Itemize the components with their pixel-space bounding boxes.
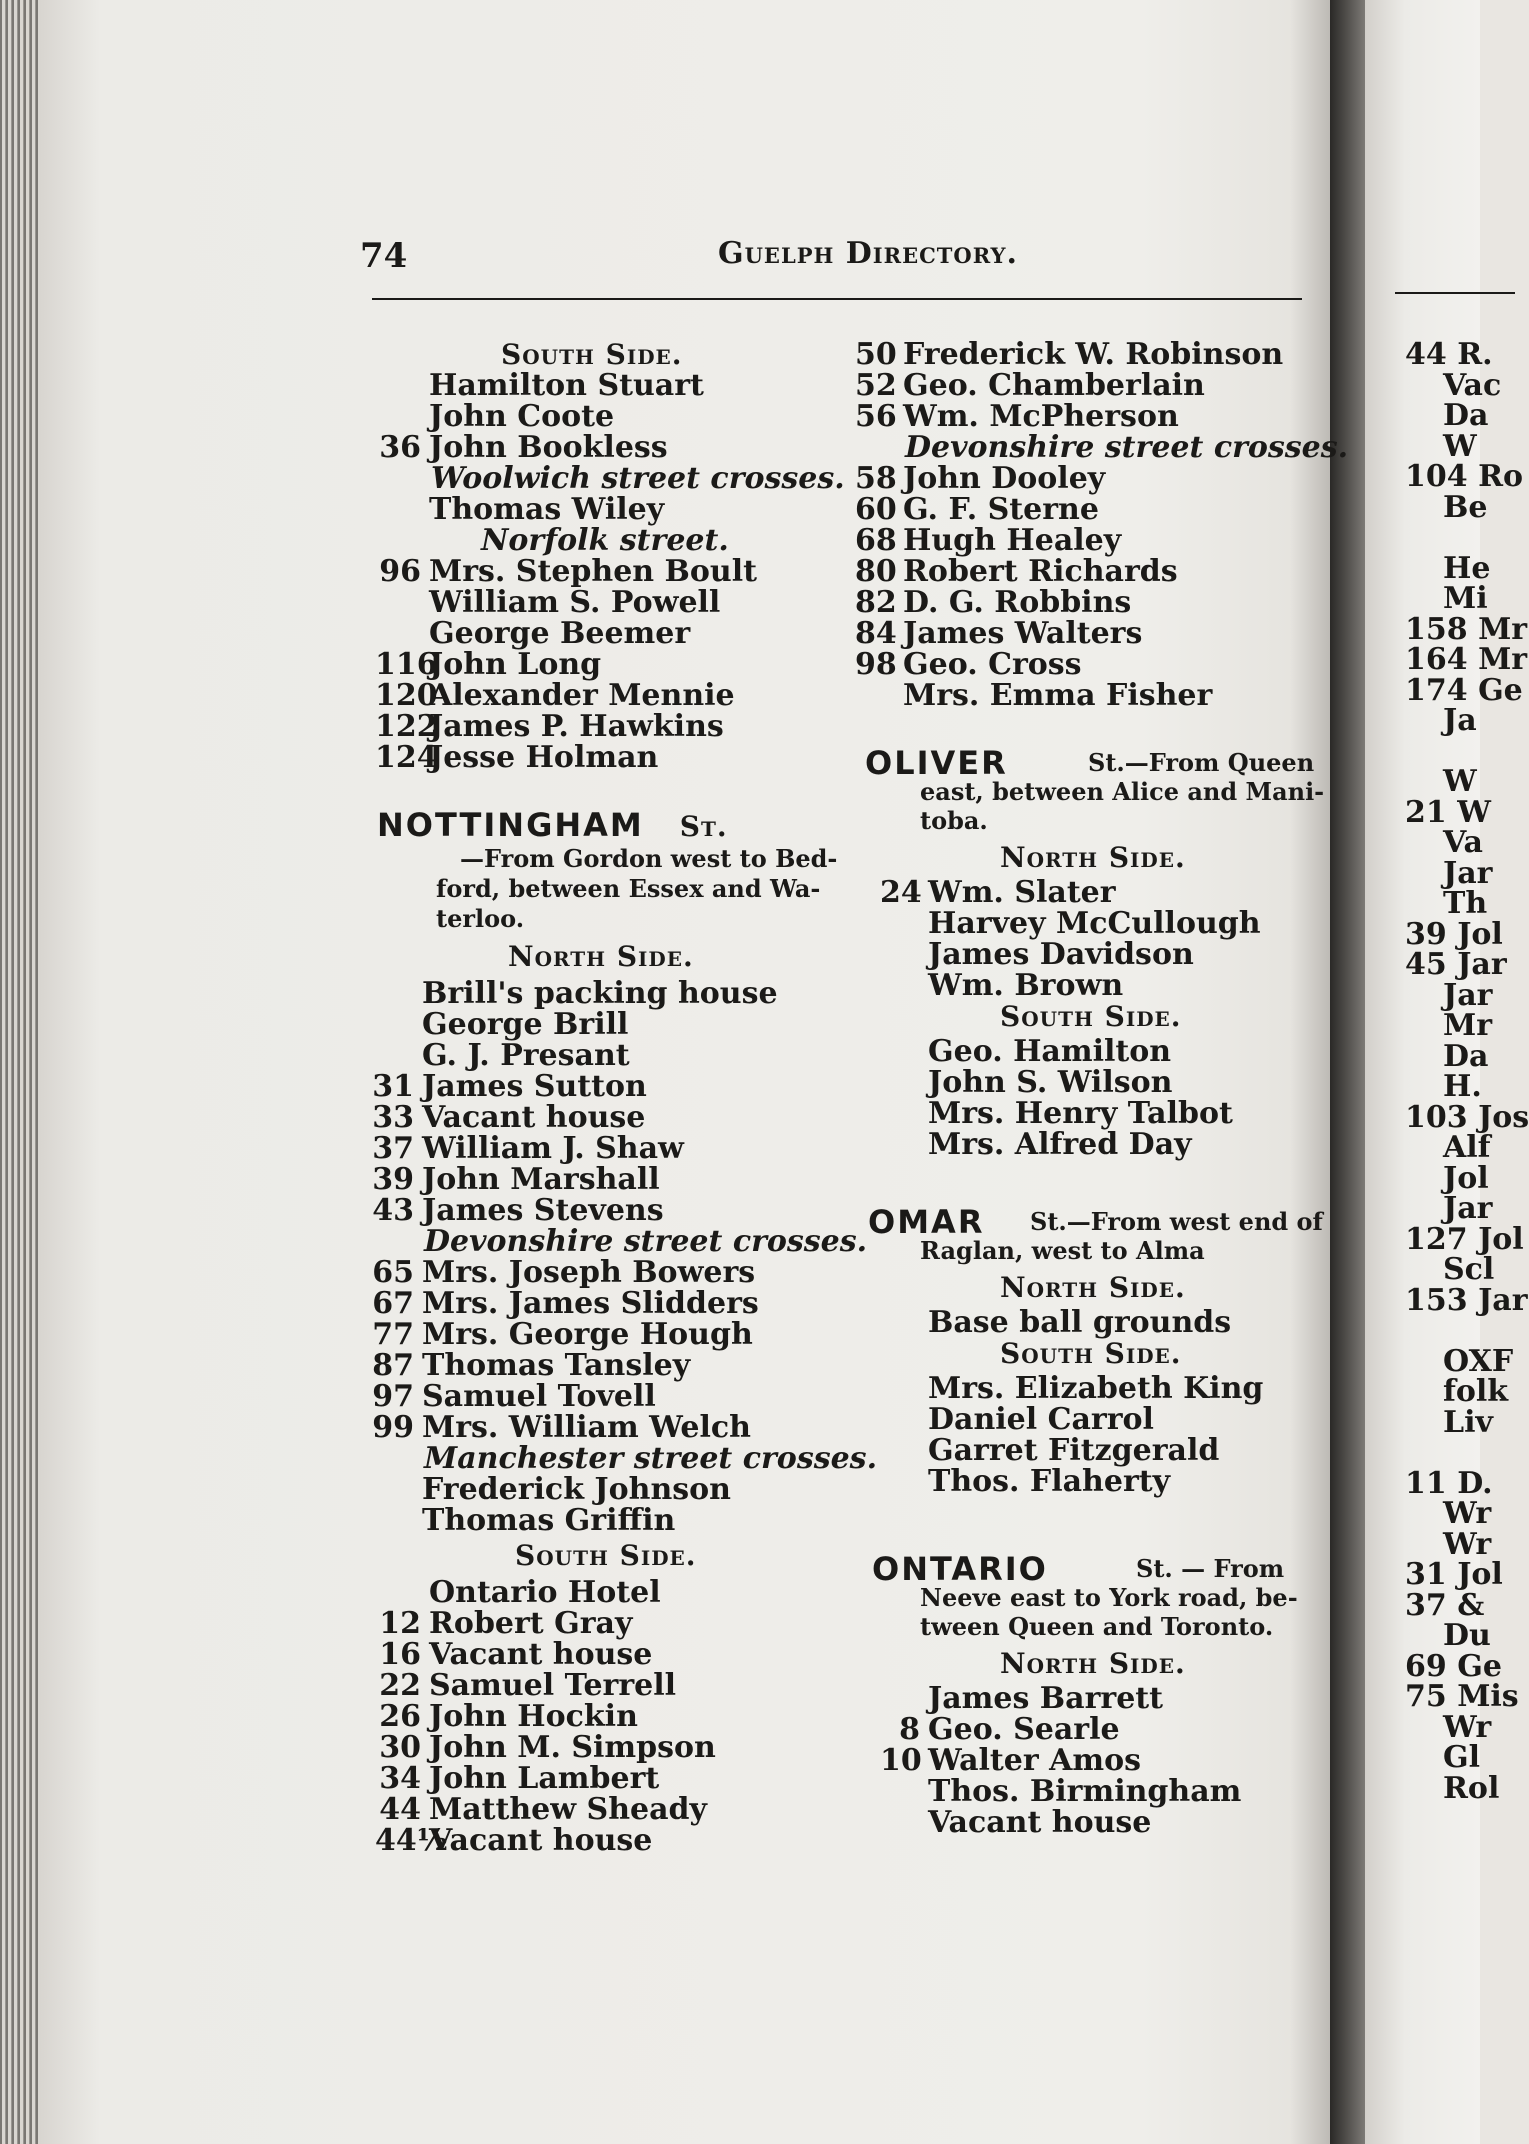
- fragment-text: Rol: [1443, 1770, 1500, 1806]
- list-item: [375, 369, 704, 403]
- resident-name: Mrs. James Slidders: [422, 1286, 759, 1321]
- fragment-text: 75 Mis: [1405, 1679, 1519, 1714]
- fragment-text: 69 Ge: [1405, 1648, 1502, 1684]
- header-rule: [372, 298, 1302, 300]
- house-number: 99: [372, 1410, 414, 1445]
- house-number: 60: [855, 492, 897, 527]
- list-item: [880, 1682, 1163, 1716]
- list-item: [375, 493, 664, 527]
- fragment-text: W: [1443, 428, 1477, 464]
- resident-name: Thomas Tansley: [422, 1348, 691, 1383]
- resident-name: Base ball grounds: [928, 1305, 1232, 1340]
- list-item: [880, 1434, 1219, 1468]
- resident-name: Alexander Mennie: [429, 678, 735, 713]
- resident-name: John Bookless: [429, 430, 668, 465]
- fragment-text: Mi: [1443, 581, 1488, 616]
- resident-name: George Beemer: [429, 616, 691, 651]
- house-number: 33: [372, 1100, 414, 1135]
- fragment-text: 153 Jar: [1405, 1282, 1528, 1318]
- street-description: tween Queen and Toronto.: [920, 1612, 1274, 1641]
- list-item: [481, 524, 729, 558]
- resident-name: Matthew Sheady: [429, 1792, 707, 1827]
- cross-street-note: Devonshire street crosses.: [424, 1224, 868, 1259]
- fragment-text: 37 &: [1405, 1587, 1485, 1623]
- fragment-text: 104 Ro: [1405, 459, 1524, 494]
- resident-name: John S. Wilson: [928, 1065, 1173, 1100]
- resident-name: Wm. McPherson: [903, 399, 1179, 434]
- house-number: 22: [379, 1668, 421, 1703]
- house-number: 31: [372, 1069, 414, 1104]
- resident-name: Robert Gray: [429, 1606, 633, 1641]
- running-head: Guelph Directory.: [718, 236, 1018, 271]
- list-item: [375, 1607, 632, 1641]
- list-item: [855, 679, 1212, 713]
- resident-name: Geo. Chamberlain: [903, 368, 1205, 403]
- fragment-text: Vac: [1443, 367, 1502, 403]
- resident-name: William J. Shaw: [422, 1131, 684, 1166]
- resident-name: George Brill: [422, 1007, 629, 1042]
- resident-name: G. J. Presant: [422, 1038, 630, 1073]
- fragment-text: folk: [1443, 1374, 1509, 1409]
- fragment-text: 174 Ge: [1405, 672, 1523, 708]
- list-item: [375, 1824, 652, 1858]
- street-description: St. — From: [1136, 1554, 1285, 1583]
- list-item: [880, 1097, 1233, 1131]
- list-item: [370, 1318, 753, 1352]
- list-item: [855, 648, 1082, 682]
- book-edge: [0, 0, 40, 2144]
- list-item: [375, 1762, 659, 1796]
- resident-name: D. G. Robbins: [903, 585, 1132, 620]
- resident-name: Mrs. Alfred Day: [928, 1127, 1192, 1162]
- resident-name: Vacant house: [429, 1823, 653, 1858]
- resident-name: Geo. Searle: [928, 1712, 1120, 1747]
- cross-street-note: Devonshire street crosses.: [905, 430, 1349, 465]
- resident-name: Thos. Birmingham: [928, 1774, 1242, 1809]
- fragment-text: OXF: [1443, 1343, 1514, 1379]
- resident-name: Thomas Wiley: [429, 492, 665, 527]
- resident-name: Mrs. George Hough: [422, 1317, 753, 1352]
- resident-name: Samuel Tovell: [422, 1379, 656, 1414]
- fragment-text: 31 Jol: [1405, 1557, 1503, 1592]
- fragment-text: Alf: [1443, 1130, 1491, 1165]
- list-item: [370, 1008, 628, 1042]
- list-item: [880, 1775, 1241, 1809]
- resident-name: Wm. Brown: [928, 968, 1124, 1003]
- fragment-text: He: [1443, 550, 1491, 586]
- resident-name: Mrs. Stephen Boult: [429, 554, 757, 589]
- list-item: [501, 338, 683, 372]
- side-heading-row: [1000, 1271, 1186, 1305]
- street-description: ford, between Essex and Wa-: [436, 874, 821, 903]
- list-item: [880, 1713, 1120, 1747]
- resident-name: Frederick Johnson: [422, 1472, 731, 1507]
- cross-street-note: Norfolk street.: [481, 523, 729, 558]
- resident-name: John Dooley: [903, 461, 1106, 496]
- fragment-text: 127 Jol: [1405, 1221, 1524, 1257]
- house-number: 50: [855, 337, 897, 372]
- resident-name: John Hockin: [429, 1699, 638, 1734]
- house-number: 26: [379, 1699, 421, 1734]
- fragment-text: Jol: [1443, 1160, 1489, 1196]
- fragment-text: Wr: [1443, 1709, 1492, 1745]
- house-number: 12: [379, 1606, 421, 1641]
- list-item: [370, 1411, 751, 1445]
- fragment-text: Th: [1443, 886, 1488, 921]
- next-page-rule: [1395, 292, 1515, 294]
- fragment-text: Scl: [1443, 1252, 1495, 1287]
- resident-name: Mrs. William Welch: [422, 1410, 751, 1445]
- resident-name: James P. Hawkins: [429, 709, 724, 744]
- list-item: [375, 741, 658, 775]
- resident-name: Robert Richards: [903, 554, 1178, 589]
- resident-name: James Barrett: [928, 1681, 1164, 1716]
- list-item: [880, 969, 1123, 1003]
- street-description: east, between Alice and Mani-: [920, 777, 1325, 806]
- fragment-text: Be: [1443, 489, 1488, 525]
- list-item: [370, 1256, 755, 1290]
- side-heading: South Side.: [1000, 1000, 1182, 1033]
- list-item: [880, 1128, 1192, 1162]
- resident-name: Jesse Holman: [429, 740, 659, 775]
- house-number: 56: [855, 399, 897, 434]
- list-item: [880, 907, 1261, 941]
- resident-name: Hugh Healey: [903, 523, 1122, 558]
- list-item: [880, 938, 1194, 972]
- fragment-text: 164 Mr: [1405, 642, 1528, 677]
- resident-name: Brill's packing house: [422, 976, 778, 1011]
- list-item: [375, 710, 724, 744]
- resident-name: Thos. Flaherty: [928, 1464, 1171, 1499]
- house-number: 122: [375, 709, 438, 744]
- fragment-text: 158 Mr: [1405, 611, 1528, 647]
- list-item: [855, 586, 1131, 620]
- resident-name: Samuel Terrell: [429, 1668, 677, 1703]
- resident-name: James Stevens: [422, 1193, 664, 1228]
- side-heading: North Side.: [1000, 1647, 1186, 1680]
- side-heading: South Side.: [515, 1539, 697, 1572]
- list-item: [370, 1380, 656, 1414]
- list-item: [855, 369, 1205, 403]
- side-heading: North Side.: [1000, 841, 1186, 874]
- house-number: 97: [372, 1379, 414, 1414]
- list-item: [424, 1225, 867, 1259]
- resident-name: William S. Powell: [429, 585, 721, 620]
- resident-name: Vacant house: [928, 1805, 1152, 1840]
- street-description: terloo.: [436, 904, 525, 933]
- list-item: [370, 1039, 630, 1073]
- side-heading: South Side.: [501, 338, 683, 371]
- list-item: [375, 1576, 661, 1610]
- list-item: [855, 524, 1121, 558]
- resident-name: Mrs. Emma Fisher: [903, 678, 1213, 713]
- street-heading: [377, 808, 728, 844]
- street-name: NOTTINGHAM: [377, 806, 644, 844]
- resident-name: Geo. Cross: [903, 647, 1082, 682]
- fragment-text: Wr: [1443, 1496, 1492, 1531]
- list-item: [375, 400, 614, 434]
- fragment-text: Da: [1443, 1038, 1489, 1074]
- side-heading: North Side.: [508, 940, 694, 973]
- list-item: [880, 876, 1116, 910]
- side-heading-row: [1000, 1337, 1182, 1371]
- page-gutter: [1330, 0, 1365, 2144]
- fragment-text: H.: [1443, 1069, 1482, 1104]
- resident-name: John Marshall: [422, 1162, 660, 1197]
- street-description: Raglan, west to Alma: [920, 1236, 1205, 1265]
- list-item: [370, 1070, 647, 1104]
- house-number: 98: [855, 647, 897, 682]
- house-number: 39: [372, 1162, 414, 1197]
- house-number: 65: [372, 1255, 414, 1290]
- next-page-edge: [1365, 0, 1529, 2144]
- list-item: [375, 1638, 652, 1672]
- house-number: 124: [375, 740, 438, 775]
- fragment-text: Jar: [1443, 1191, 1493, 1226]
- list-item: [370, 977, 778, 1011]
- list-item: [855, 400, 1179, 434]
- street-name: OMAR: [868, 1203, 985, 1241]
- list-item: [375, 555, 757, 589]
- fragment-text: 44 R.: [1405, 337, 1493, 372]
- cross-street-note: Manchester street crosses.: [424, 1441, 878, 1476]
- resident-name: Mrs. Henry Talbot: [928, 1096, 1233, 1131]
- house-number: 58: [855, 461, 897, 496]
- list-item: [880, 1066, 1172, 1100]
- resident-name: Mrs. Elizabeth King: [928, 1371, 1264, 1406]
- side-heading-row: [515, 1539, 697, 1573]
- resident-name: James Sutton: [422, 1069, 647, 1104]
- list-item: [375, 1700, 638, 1734]
- house-number: 8: [899, 1712, 920, 1747]
- list-item: [880, 1035, 1171, 1069]
- house-number: 68: [855, 523, 897, 558]
- street-name: ONTARIO: [872, 1550, 1048, 1588]
- house-number: 116: [375, 647, 438, 682]
- list-item: [370, 1163, 660, 1197]
- cross-street-note: Woolwich street crosses.: [431, 461, 845, 496]
- list-item: [431, 462, 845, 496]
- house-number: 87: [372, 1348, 414, 1383]
- street-description: St.—From Queen: [1088, 748, 1315, 777]
- fragment-text: Liv: [1443, 1404, 1493, 1440]
- page-number: 74: [360, 236, 408, 276]
- house-number: 67: [372, 1286, 414, 1321]
- fragment-text: Va: [1443, 825, 1483, 860]
- resident-name: James Davidson: [928, 937, 1194, 972]
- house-number: 84: [855, 616, 897, 651]
- list-item: [855, 493, 1099, 527]
- fragment-text: W: [1443, 764, 1477, 799]
- side-heading-row: [1000, 841, 1186, 875]
- resident-name: John Long: [429, 647, 602, 682]
- list-item: [880, 1372, 1263, 1406]
- street-suffix: St.: [679, 810, 728, 843]
- house-number: 16: [379, 1637, 421, 1672]
- resident-name: John M. Simpson: [429, 1730, 716, 1765]
- fragment-text: 39 Jol: [1405, 916, 1503, 952]
- list-item: [375, 431, 668, 465]
- side-heading-row: [508, 940, 694, 974]
- fragment-text: 45 Jar: [1405, 947, 1507, 982]
- house-number: 30: [379, 1730, 421, 1765]
- street-description: —From Gordon west to Bed-: [460, 844, 838, 873]
- side-heading: North Side.: [1000, 1271, 1186, 1304]
- resident-name: Wm. Slater: [928, 875, 1116, 910]
- resident-name: Frederick W. Robinson: [903, 337, 1284, 372]
- list-item: [370, 1101, 645, 1135]
- list-item: [375, 1793, 707, 1827]
- list-item: [855, 555, 1178, 589]
- street-description: toba.: [920, 806, 988, 835]
- list-item: [880, 1403, 1154, 1437]
- fragment-text: Ja: [1443, 703, 1477, 738]
- house-number: 77: [372, 1317, 414, 1352]
- house-number: 24: [880, 875, 922, 910]
- resident-name: Daniel Carrol: [928, 1402, 1154, 1437]
- house-number: 80: [855, 554, 897, 589]
- resident-name: Harvey McCullough: [928, 906, 1261, 941]
- list-item: [855, 338, 1283, 372]
- list-item: [370, 1287, 759, 1321]
- fragment-text: Jar: [1443, 977, 1493, 1013]
- house-number: 44½: [375, 1823, 449, 1858]
- resident-name: Geo. Hamilton: [928, 1034, 1172, 1069]
- house-number: 43: [372, 1193, 414, 1228]
- resident-name: G. F. Sterne: [903, 492, 1099, 527]
- fragment-text: Jar: [1443, 855, 1493, 891]
- resident-name: James Walters: [903, 616, 1143, 651]
- house-number: 36: [379, 430, 421, 465]
- resident-name: John Coote: [429, 399, 615, 434]
- resident-name: Walter Amos: [928, 1743, 1142, 1778]
- resident-name: Thomas Griffin: [422, 1503, 676, 1538]
- side-heading: South Side.: [1000, 1337, 1182, 1370]
- house-number: 10: [880, 1743, 922, 1778]
- fragment-text: Mr: [1443, 1008, 1493, 1043]
- list-item: [370, 1473, 731, 1507]
- house-number: 34: [379, 1761, 421, 1796]
- street-description: Neeve east to York road, be-: [920, 1583, 1298, 1612]
- side-heading-row: [1000, 1647, 1186, 1681]
- house-number: 120: [375, 678, 438, 713]
- list-item: [880, 1306, 1231, 1340]
- house-number: 82: [855, 585, 897, 620]
- house-number: 96: [379, 554, 421, 589]
- resident-name: Garret Fitzgerald: [928, 1433, 1220, 1468]
- list-item: [370, 1194, 664, 1228]
- fragment-text: 103 Jos: [1405, 1099, 1529, 1135]
- fragment-text: Wr: [1443, 1526, 1492, 1562]
- list-item: [375, 586, 720, 620]
- side-heading-row: [1000, 1000, 1182, 1034]
- list-item: [880, 1806, 1151, 1840]
- list-item: [424, 1442, 877, 1476]
- list-item: [370, 1504, 675, 1538]
- fragment-text: Gl: [1443, 1740, 1481, 1775]
- list-item: [375, 679, 735, 713]
- resident-name: Vacant house: [422, 1100, 646, 1135]
- list-item: [855, 462, 1105, 496]
- list-item: [375, 648, 601, 682]
- list-item: [375, 1669, 676, 1703]
- list-item: [880, 1465, 1170, 1499]
- resident-name: John Lambert: [429, 1761, 660, 1796]
- list-item: [375, 1731, 716, 1765]
- fragment-text: 11 D.: [1405, 1465, 1493, 1501]
- list-item: [370, 1349, 690, 1383]
- resident-name: Ontario Hotel: [429, 1575, 661, 1610]
- house-number: 52: [855, 368, 897, 403]
- list-item: [905, 431, 1348, 465]
- list-item: [370, 1132, 684, 1166]
- house-number: 44: [379, 1792, 421, 1827]
- list-item: [375, 617, 690, 651]
- fragment-text: Da: [1443, 398, 1489, 433]
- street-name: OLIVER: [865, 744, 1008, 782]
- street-description: St.—From west end of: [1030, 1207, 1323, 1236]
- fragment-text: 21 W: [1405, 794, 1491, 830]
- list-item: [855, 617, 1142, 651]
- resident-name: Mrs. Joseph Bowers: [422, 1255, 756, 1290]
- list-item: [880, 1744, 1141, 1778]
- house-number: 37: [372, 1131, 414, 1166]
- resident-name: Hamilton Stuart: [429, 368, 704, 403]
- resident-name: Vacant house: [429, 1637, 653, 1672]
- fragment-text: Du: [1443, 1618, 1491, 1653]
